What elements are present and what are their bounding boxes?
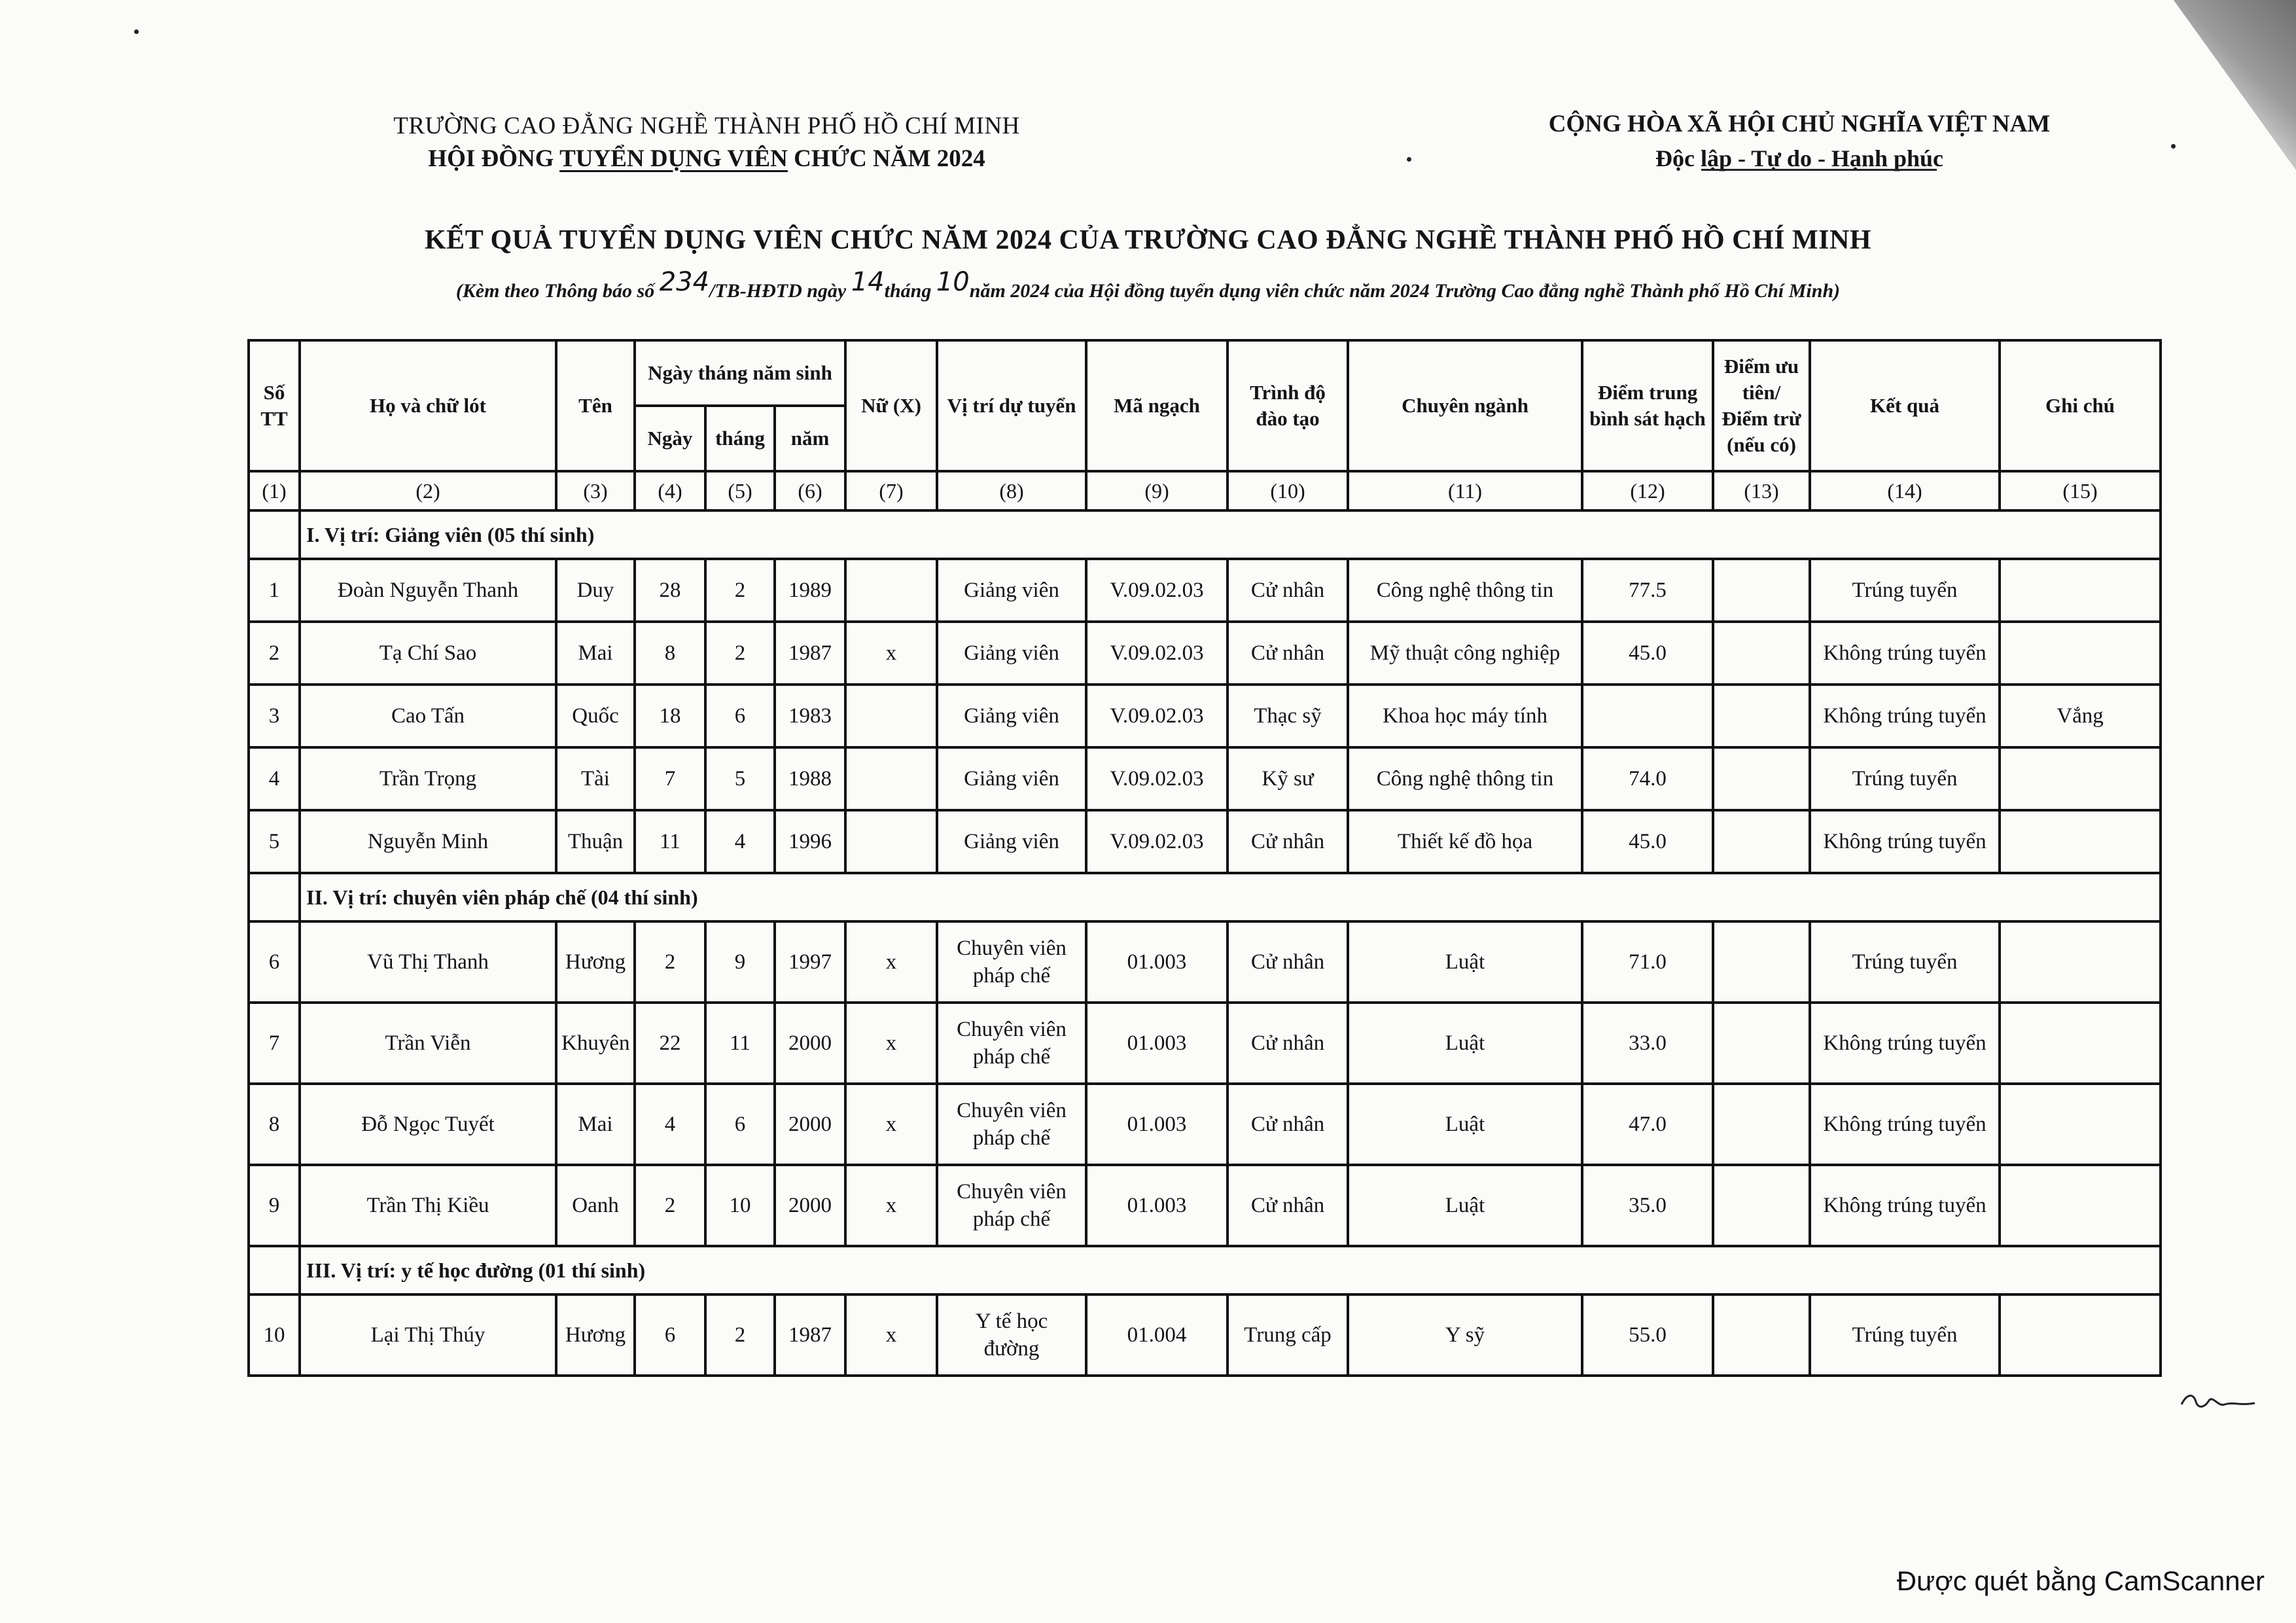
cell-thang: 11 xyxy=(705,1003,775,1084)
cell-ngay: 11 xyxy=(635,810,705,873)
subtitle-text: năm 2024 của Hội đồng tuyển dụng viên chức năm 2024 Trường Cao đẳng nghề Thành phố Hồ Chí Minh) xyxy=(969,280,1841,302)
header-diem-tb: Điểm trung bình sát hạch xyxy=(1582,340,1713,471)
cell-ngay: 28 xyxy=(635,559,705,622)
cell-ten: Mai xyxy=(556,1084,635,1165)
cell-ten: Khuyên xyxy=(556,1003,635,1084)
header-nam: năm xyxy=(775,406,845,471)
cell-ghi-chu xyxy=(2000,622,2161,685)
header-vi-tri: Vị trí dự tuyển xyxy=(937,340,1086,471)
vi-tri-line: đường xyxy=(983,1337,1040,1361)
vi-tri-line: Y tế học xyxy=(975,1310,1048,1333)
scan-speck xyxy=(134,29,139,34)
vi-tri-line: pháp chế xyxy=(972,1045,1051,1069)
cell-ma-ngach: 01.003 xyxy=(1086,1084,1227,1165)
column-number: (1) xyxy=(249,471,300,510)
cell-trinh-do: Kỹ sư xyxy=(1227,747,1348,810)
cell-ho-lot: Cao Tấn xyxy=(300,685,556,747)
cell-nam: 2000 xyxy=(775,1165,845,1246)
cell-ma-ngach: 01.004 xyxy=(1086,1294,1227,1376)
cell-diem-uu-tien xyxy=(1713,559,1810,622)
column-number: (7) xyxy=(845,471,937,510)
cell-stt: 8 xyxy=(249,1084,300,1165)
table-row xyxy=(249,1294,2161,1376)
cell-diem-tb: 35.0 xyxy=(1582,1165,1713,1246)
cell-ghi-chu xyxy=(2000,921,2161,1003)
cell-diem-tb: 74.0 xyxy=(1582,747,1713,810)
header-thang: tháng xyxy=(705,406,775,471)
section-row-giang-vien xyxy=(249,510,2161,559)
cell-nu: x xyxy=(845,921,937,1003)
cell-nam: 1988 xyxy=(775,747,845,810)
cell-ten: Hương xyxy=(556,921,635,1003)
subtitle-text: /TB-HĐTD ngày xyxy=(709,280,847,302)
cell-vi-tri: Giảng viên xyxy=(937,622,1086,685)
cell-chuyen-nganh: Công nghệ thông tin xyxy=(1348,747,1582,810)
column-number: (10) xyxy=(1227,471,1348,510)
cell-chuyen-nganh: Khoa học máy tính xyxy=(1348,685,1582,747)
cell-diem-tb xyxy=(1582,685,1713,747)
cell-nam: 1997 xyxy=(775,921,845,1003)
table-row xyxy=(249,1084,2161,1165)
cell-stt: 10 xyxy=(249,1294,300,1376)
cell-ho-lot: Lại Thị Thúy xyxy=(300,1294,556,1376)
cell-vi-tri xyxy=(937,921,1086,1003)
cell-ket-qua: Không trúng tuyển xyxy=(1810,1084,2000,1165)
cell-vi-tri xyxy=(937,1294,1086,1376)
header-ghi-chu: Ghi chú xyxy=(2000,340,2161,471)
document-subtitle xyxy=(0,267,2296,304)
results-table xyxy=(247,339,2162,1377)
cell-trinh-do: Cử nhân xyxy=(1227,1003,1348,1084)
header-ho-lot: Họ và chữ lót xyxy=(300,340,556,471)
cell-thang: 2 xyxy=(705,559,775,622)
table-row xyxy=(249,810,2161,873)
cell-diem-uu-tien xyxy=(1713,1165,1810,1246)
country-name: CỘNG HÒA XÃ HỘI CHỦ NGHĨA VIỆT NAM xyxy=(1548,111,2051,137)
header-nu: Nữ (X) xyxy=(845,340,937,471)
cell-nu: x xyxy=(845,1003,937,1084)
cell-ngay: 6 xyxy=(635,1294,705,1376)
header-trinh-do: Trình độ đào tạo xyxy=(1227,340,1348,471)
table-header-row xyxy=(249,340,2161,406)
cell-stt: 1 xyxy=(249,559,300,622)
cell-ket-qua: Trúng tuyển xyxy=(1810,747,2000,810)
cell-ma-ngach: 01.003 xyxy=(1086,1003,1227,1084)
table-row xyxy=(249,921,2161,1003)
cell-nam: 1989 xyxy=(775,559,845,622)
cell-thang: 2 xyxy=(705,1294,775,1376)
cell-stt: 3 xyxy=(249,685,300,747)
cell-ngay: 18 xyxy=(635,685,705,747)
handwritten-initials-mark xyxy=(2179,1387,2257,1414)
cell-trinh-do: Cử nhân xyxy=(1227,921,1348,1003)
header-ngay-sinh-group: Ngày tháng năm sinh xyxy=(635,340,845,406)
cell-ghi-chu xyxy=(2000,1294,2161,1376)
national-header xyxy=(1407,107,2192,175)
vi-tri-line: Chuyên viên xyxy=(957,1018,1067,1041)
cell-nam: 1983 xyxy=(775,685,845,747)
cell-diem-uu-tien xyxy=(1713,810,1810,873)
cell-thang: 2 xyxy=(705,622,775,685)
cell-ket-qua: Trúng tuyển xyxy=(1810,921,2000,1003)
cell-chuyen-nganh: Mỹ thuật công nghiệp xyxy=(1348,622,1582,685)
cell-trinh-do: Cử nhân xyxy=(1227,622,1348,685)
cell-nam: 1987 xyxy=(775,1294,845,1376)
cell-trinh-do: Trung cấp xyxy=(1227,1294,1348,1376)
document-title: KẾT QUẢ TUYỂN DỤNG VIÊN CHỨC NĂM 2024 CỦA TRƯỜNG CAO ĐẲNG NGHỀ THÀNH PHỐ HỒ CHÍ MINH xyxy=(425,225,1871,255)
header-ten: Tên xyxy=(556,340,635,471)
cell-ghi-chu xyxy=(2000,1084,2161,1165)
column-number: (3) xyxy=(556,471,635,510)
cell-nu: x xyxy=(845,1165,937,1246)
cell-trinh-do: Cử nhân xyxy=(1227,559,1348,622)
cell-trinh-do: Cử nhân xyxy=(1227,1165,1348,1246)
cell-trinh-do: Thạc sỹ xyxy=(1227,685,1348,747)
cell-ghi-chu xyxy=(2000,559,2161,622)
column-number: (8) xyxy=(937,471,1086,510)
column-number: (9) xyxy=(1086,471,1227,510)
cell-ho-lot: Trần Thị Kiều xyxy=(300,1165,556,1246)
cell-ma-ngach: 01.003 xyxy=(1086,1165,1227,1246)
vi-tri-line: pháp chế xyxy=(972,964,1051,988)
vi-tri-line: pháp chế xyxy=(972,1126,1051,1150)
cell-ho-lot: Nguyễn Minh xyxy=(300,810,556,873)
vi-tri-line: Chuyên viên xyxy=(957,1099,1067,1122)
cell-trinh-do: Cử nhân xyxy=(1227,810,1348,873)
cell-ket-qua: Trúng tuyển xyxy=(1810,559,2000,622)
table-row xyxy=(249,685,2161,747)
cell-nam: 1987 xyxy=(775,622,845,685)
section-label: II. Vị trí: chuyên viên pháp chế (04 thí sinh) xyxy=(300,873,2161,921)
cell-ten: Thuận xyxy=(556,810,635,873)
header-ngay: Ngày xyxy=(635,406,705,471)
cell-nam: 2000 xyxy=(775,1003,845,1084)
cell-thang: 10 xyxy=(705,1165,775,1246)
header-ma-ngach: Mã ngạch xyxy=(1086,340,1227,471)
cell-diem-tb: 33.0 xyxy=(1582,1003,1713,1084)
cell-ket-qua: Không trúng tuyển xyxy=(1810,685,2000,747)
section-blank-cell xyxy=(249,873,300,921)
column-number-row xyxy=(249,471,2161,510)
vi-tri-line: Chuyên viên xyxy=(957,1180,1067,1204)
cell-ho-lot: Vũ Thị Thanh xyxy=(300,921,556,1003)
cell-thang: 6 xyxy=(705,1084,775,1165)
cell-diem-tb: 45.0 xyxy=(1582,810,1713,873)
cell-ngay: 2 xyxy=(635,1165,705,1246)
cell-diem-tb: 47.0 xyxy=(1582,1084,1713,1165)
section-blank-cell xyxy=(249,510,300,559)
handwritten-day: 14 xyxy=(851,267,885,297)
cell-diem-tb: 77.5 xyxy=(1582,559,1713,622)
cell-ma-ngach: V.09.02.03 xyxy=(1086,810,1227,873)
column-number: (15) xyxy=(2000,471,2161,510)
national-motto: Độc lập - Tự do - Hạnh phúc xyxy=(1655,145,1944,171)
cell-stt: 4 xyxy=(249,747,300,810)
cell-ket-qua: Trúng tuyển xyxy=(1810,1294,2000,1376)
cell-ghi-chu: Vắng xyxy=(2000,685,2161,747)
header-chuyen-nganh: Chuyên ngành xyxy=(1348,340,1582,471)
cell-ngay: 8 xyxy=(635,622,705,685)
cell-ma-ngach: V.09.02.03 xyxy=(1086,559,1227,622)
cell-ngay: 22 xyxy=(635,1003,705,1084)
school-name: TRƯỜNG CAO ĐẲNG NGHỀ THÀNH PHỐ HỒ CHÍ MINH xyxy=(393,113,1020,139)
column-number: (5) xyxy=(705,471,775,510)
section-row-y-te xyxy=(249,1246,2161,1294)
cell-chuyen-nganh: Luật xyxy=(1348,1165,1582,1246)
cell-vi-tri xyxy=(937,1165,1086,1246)
cell-stt: 5 xyxy=(249,810,300,873)
cell-ket-qua: Không trúng tuyển xyxy=(1810,622,2000,685)
cell-chuyen-nganh: Luật xyxy=(1348,1084,1582,1165)
cell-ma-ngach: 01.003 xyxy=(1086,921,1227,1003)
cell-diem-uu-tien xyxy=(1713,685,1810,747)
cell-thang: 9 xyxy=(705,921,775,1003)
subtitle-text: (Kèm theo Thông báo số xyxy=(455,280,655,302)
cell-chuyen-nganh: Y sỹ xyxy=(1348,1294,1582,1376)
cell-ho-lot: Trần Trọng xyxy=(300,747,556,810)
cell-diem-uu-tien xyxy=(1713,747,1810,810)
cell-nu xyxy=(845,747,937,810)
motto-underline xyxy=(1701,169,1937,171)
handwritten-notice-number: 234 xyxy=(659,267,710,297)
cell-stt: 7 xyxy=(249,1003,300,1084)
cell-chuyen-nganh: Luật xyxy=(1348,1003,1582,1084)
council-name-underlined: TUYỂN DỤNG VIÊN xyxy=(559,145,788,172)
cell-ghi-chu xyxy=(2000,747,2161,810)
cell-diem-tb: 71.0 xyxy=(1582,921,1713,1003)
header-diem-uu-tien: Điểm ưu tiên/ Điểm trừ (nếu có) xyxy=(1713,340,1810,471)
cell-diem-uu-tien xyxy=(1713,1003,1810,1084)
section-label: I. Vị trí: Giảng viên (05 thí sinh) xyxy=(300,510,2161,559)
council-name-part: CHỨC NĂM 2024 xyxy=(787,145,985,172)
council-name xyxy=(249,143,1165,175)
cell-nam: 1996 xyxy=(775,810,845,873)
column-number: (14) xyxy=(1810,471,2000,510)
header-stt: Số TT xyxy=(249,340,300,471)
cell-nu xyxy=(845,685,937,747)
column-number: (4) xyxy=(635,471,705,510)
council-name-part: HỘI ĐỒNG xyxy=(428,145,560,172)
header-ket-qua: Kết quả xyxy=(1810,340,2000,471)
cell-diem-uu-tien xyxy=(1713,1084,1810,1165)
cell-ket-qua: Không trúng tuyển xyxy=(1810,810,2000,873)
table-row xyxy=(249,747,2161,810)
cell-stt: 6 xyxy=(249,921,300,1003)
column-number: (12) xyxy=(1582,471,1713,510)
handwritten-month: 10 xyxy=(936,267,970,297)
cell-vi-tri xyxy=(937,1003,1086,1084)
cell-trinh-do: Cử nhân xyxy=(1227,1084,1348,1165)
table-row xyxy=(249,1003,2161,1084)
cell-ho-lot: Trần Viễn xyxy=(300,1003,556,1084)
cell-thang: 5 xyxy=(705,747,775,810)
column-number: (13) xyxy=(1713,471,1810,510)
cell-diem-uu-tien xyxy=(1713,1294,1810,1376)
vi-tri-line: Chuyên viên xyxy=(957,936,1067,960)
cell-nam: 2000 xyxy=(775,1084,845,1165)
cell-ten: Duy xyxy=(556,559,635,622)
subtitle-text: tháng xyxy=(884,280,932,302)
cell-vi-tri: Giảng viên xyxy=(937,747,1086,810)
cell-diem-tb: 45.0 xyxy=(1582,622,1713,685)
cell-ten: Mai xyxy=(556,622,635,685)
table-row xyxy=(249,559,2161,622)
cell-ghi-chu xyxy=(2000,810,2161,873)
cell-ho-lot: Đoàn Nguyễn Thanh xyxy=(300,559,556,622)
cell-ten: Oanh xyxy=(556,1165,635,1246)
cell-nu xyxy=(845,810,937,873)
section-blank-cell xyxy=(249,1246,300,1294)
column-number: (2) xyxy=(300,471,556,510)
cell-ten: Hương xyxy=(556,1294,635,1376)
cell-ket-qua: Không trúng tuyển xyxy=(1810,1165,2000,1246)
vi-tri-line: pháp chế xyxy=(972,1207,1051,1231)
cell-vi-tri: Giảng viên xyxy=(937,559,1086,622)
column-number: (6) xyxy=(775,471,845,510)
cell-diem-uu-tien xyxy=(1713,622,1810,685)
cell-chuyen-nganh: Công nghệ thông tin xyxy=(1348,559,1582,622)
scanner-watermark: Được quét bằng CamScanner xyxy=(1896,1565,2265,1596)
cell-ma-ngach: V.09.02.03 xyxy=(1086,622,1227,685)
cell-stt: 9 xyxy=(249,1165,300,1246)
cell-nu xyxy=(845,559,937,622)
cell-ngay: 2 xyxy=(635,921,705,1003)
cell-ngay: 7 xyxy=(635,747,705,810)
cell-ghi-chu xyxy=(2000,1165,2161,1246)
cell-ket-qua: Không trúng tuyển xyxy=(1810,1003,2000,1084)
cell-nu: x xyxy=(845,622,937,685)
cell-diem-uu-tien xyxy=(1713,921,1810,1003)
cell-nu: x xyxy=(845,1294,937,1376)
cell-ma-ngach: V.09.02.03 xyxy=(1086,685,1227,747)
table-row xyxy=(249,1165,2161,1246)
cell-chuyen-nganh: Thiết kế đồ họa xyxy=(1348,810,1582,873)
cell-vi-tri: Giảng viên xyxy=(937,685,1086,747)
section-row-phap-che xyxy=(249,873,2161,921)
cell-thang: 4 xyxy=(705,810,775,873)
table-row xyxy=(249,622,2161,685)
cell-diem-tb: 55.0 xyxy=(1582,1294,1713,1376)
issuing-organization xyxy=(249,110,1165,175)
cell-ho-lot: Tạ Chí Sao xyxy=(300,622,556,685)
cell-ma-ngach: V.09.02.03 xyxy=(1086,747,1227,810)
cell-vi-tri: Giảng viên xyxy=(937,810,1086,873)
cell-ten: Tài xyxy=(556,747,635,810)
cell-chuyen-nganh: Luật xyxy=(1348,921,1582,1003)
cell-nu: x xyxy=(845,1084,937,1165)
cell-ghi-chu xyxy=(2000,1003,2161,1084)
cell-vi-tri xyxy=(937,1084,1086,1165)
cell-ngay: 4 xyxy=(635,1084,705,1165)
column-number: (11) xyxy=(1348,471,1582,510)
section-label: III. Vị trí: y tế học đường (01 thí sinh) xyxy=(300,1246,2161,1294)
cell-thang: 6 xyxy=(705,685,775,747)
cell-ho-lot: Đỗ Ngọc Tuyết xyxy=(300,1084,556,1165)
cell-stt: 2 xyxy=(249,622,300,685)
cell-ten: Quốc xyxy=(556,685,635,747)
